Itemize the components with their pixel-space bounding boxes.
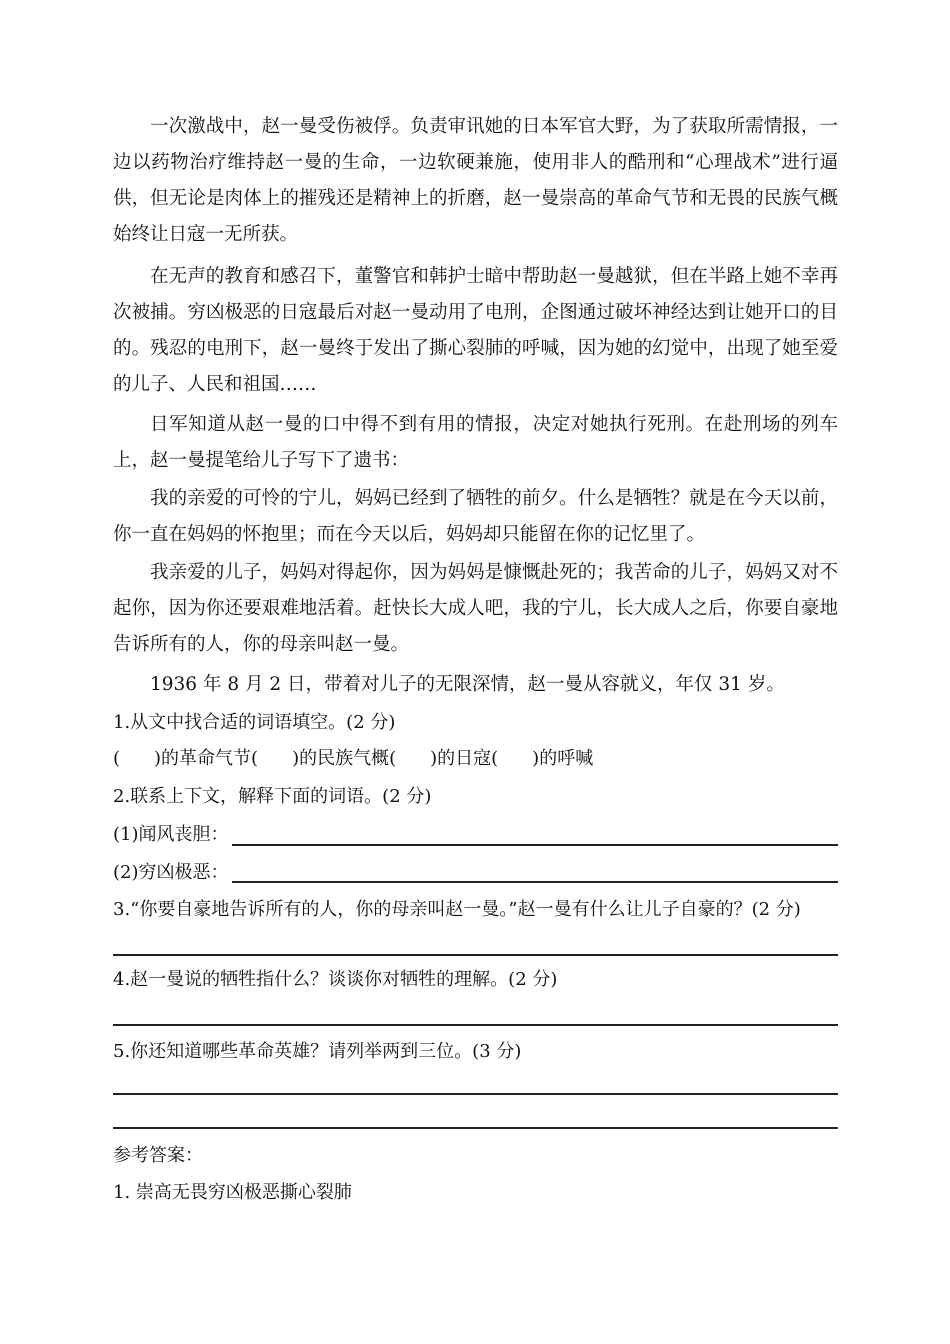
fill-text-4: )的日寇(: [430, 748, 499, 769]
answer-line-2-1[interactable]: [232, 844, 838, 846]
answer-line-5-b[interactable]: [113, 1127, 838, 1129]
passage-paragraph-1: 一次激战中，赵一曼受伤被俘。负责审讯她的日本军官大野，为了获取所需情报，一边以药物治疗维持赵一曼的生命，一边软硬兼施，使用非人的酷刑和“心理战术”进行逼供，但无论是肉体上的摧残还是精神上的折磨，赵一曼崇高的革命气节和无畏的民族气概始终让日寇一无所获。: [113, 116, 838, 245]
fill-text-2: )的革命气节(: [154, 748, 259, 769]
question-1-fill-blanks: [113, 746, 593, 772]
answer-line-3[interactable]: [113, 954, 838, 956]
fill-text-5: )的呼喊: [532, 748, 594, 769]
fill-text-1: (: [113, 748, 121, 769]
question-3: 3.“你要自豪地告诉所有的人，你的母亲叫赵一曼。”赵一曼有什么让儿子自豪的？(2 分): [113, 899, 801, 920]
answer-line-5-a[interactable]: [113, 1093, 838, 1095]
passage-paragraph-4: 1936 年 8 月 2 日，带着对儿子的无限深情，赵一曼从容就义，年仅 31 岁。: [150, 674, 785, 695]
question-5: 5.你还知道哪些革命英雄？请列举两到三位。(3 分): [113, 1041, 522, 1062]
answer-key-title: 参考答案：: [113, 1145, 203, 1166]
answer-line-2-2[interactable]: [232, 881, 838, 883]
letter-paragraph-1: 我的亲爱的可怜的宁儿，妈妈已经到了牺牲的前夕。什么是牺牲？就是在今天以前，你一直在妈妈的怀抱里；而在今天以后，妈妈却只能留在你的记忆里了。: [113, 488, 838, 545]
letter-paragraph-2: 我亲爱的儿子，妈妈对得起你，因为妈妈是慷慨赴死的；我苦命的儿子，妈妈又对不起你，因为你还要艰难地活着。赶快长大成人吧，我的宁儿，长大成人之后，你要自豪地告诉所有的人，你的母亲叫赵一曼。: [113, 562, 838, 655]
answer-line-4[interactable]: [113, 1024, 838, 1026]
question-2: 2.联系上下文，解释下面的词语。(2 分): [113, 786, 432, 807]
question-2-item-1: (1)闻风丧胆：: [113, 824, 229, 845]
question-2-item-2: (2)穷凶极恶：: [113, 862, 229, 883]
passage-paragraph-3: 日军知道从赵一曼的口中得不到有用的情报，决定对她执行死刑。在赴刑场的列车上，赵一曼提笔给儿子写下了遗书：: [113, 414, 838, 471]
question-4: 4.赵一曼说的牺牲指什么？谈谈你对牺牲的理解。(2 分): [113, 969, 558, 990]
passage-paragraph-2: 在无声的教育和感召下，董警官和韩护士暗中帮助赵一曼越狱，但在半路上她不幸再次被捕。穷凶极恶的日寇最后对赵一曼动用了电刑，企图通过破坏神经达到让她开口的目的。残忍的电刑下，赵一曼终于发出了撕心裂肺的呼喊，因为她的幻觉中，出现了她至爱的儿子、人民和祖国……: [113, 266, 838, 395]
fill-text-3: )的民族气概(: [292, 748, 397, 769]
answer-key-1: 1. 崇高无畏穷凶极恶撕心裂肺: [113, 1182, 352, 1203]
question-1: 1.从文中找合适的词语填空。(2 分): [113, 712, 396, 733]
